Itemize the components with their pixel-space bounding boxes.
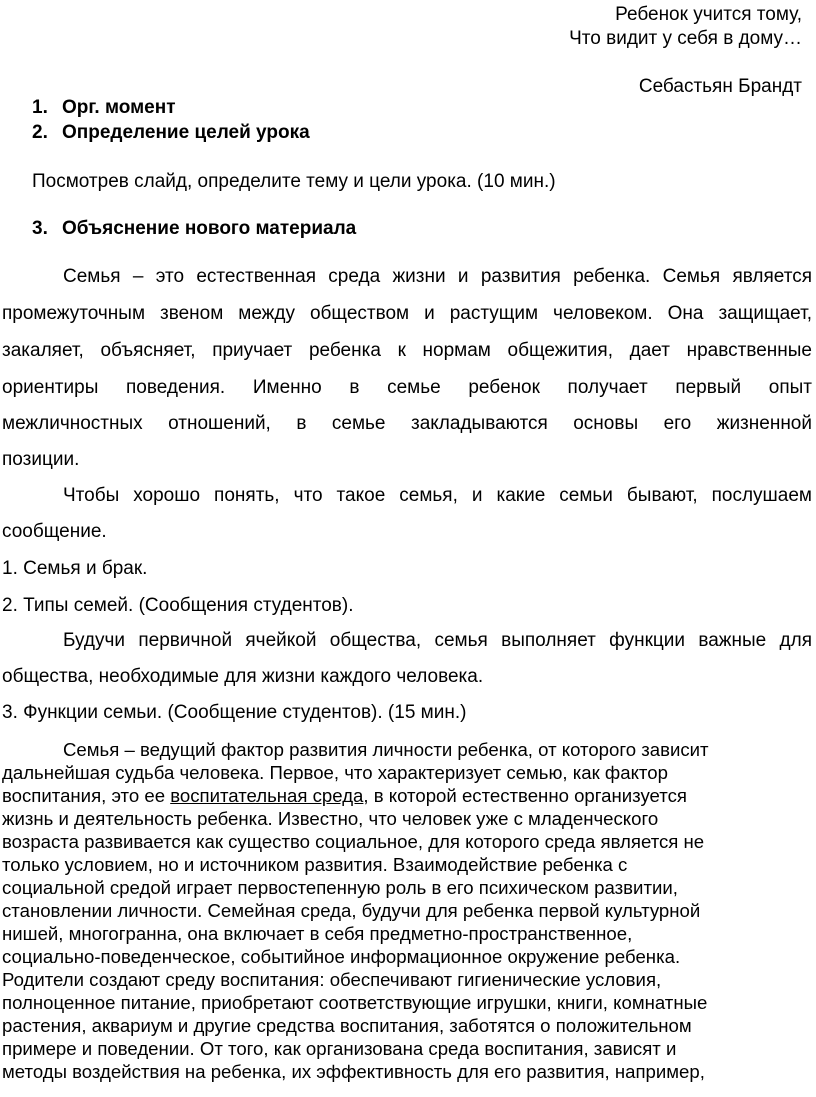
heading-2	[32, 122, 310, 144]
para4-line-2: дальнейшая судьба человека. Первое, что характеризует семью, как фактор	[2, 762, 668, 783]
para4-line-1: Семья – ведущий фактор развития личности ребенка, от которого зависит	[63, 739, 709, 760]
list-item-2: 2. Типы семей. (Сообщения студентов).	[2, 595, 354, 616]
list-item-3: 3. Функции семьи. (Сообщение студентов). (15 мин.)	[2, 702, 467, 723]
para4-line-10: социально-поведенческое, событийное информационное окружение ребенка.	[2, 946, 681, 967]
para4-line-3-start: воспитания, это ее	[2, 785, 171, 806]
para2-line-1: Чтобы хорошо понять, что такое семья, и какие семьи бывают, послушаем	[63, 485, 812, 506]
para4-line-13: растения, аквариум и другие средства воспитания, заботятся о положительном	[2, 1015, 692, 1036]
heading-3-number: 3.	[32, 218, 48, 239]
para1-line-1: Семья – это естественная среда жизни и развития ребенка. Семья является	[63, 266, 812, 287]
task-text: Посмотрев слайд, определите тему и цели урока. (10 мин.)	[32, 171, 556, 192]
para4-line-11: Родители создают среду воспитания: обеспечивают гигиенические условия,	[2, 969, 662, 990]
underlined-term: воспитательная среда	[170, 785, 364, 806]
para1-line-2: промежуточным звеном между обществом и растущим человеком. Она защищает,	[2, 303, 812, 324]
heading-3	[32, 218, 356, 240]
para4-line-15: методы воздействия на ребенка, их эффективность для его развития, например,	[2, 1061, 705, 1082]
para4-line-14: примере и поведении. От того, как организована среда воспитания, зависят и	[2, 1038, 677, 1059]
epigraph-line-1: Ребенок учится тому,	[615, 4, 802, 25]
heading-2-number: 2.	[32, 122, 48, 143]
para1-line-6: позиции.	[2, 449, 80, 470]
para3-line-2: общества, необходимые для жизни каждого человека.	[2, 666, 484, 687]
heading-1	[32, 97, 176, 119]
list-item-1: 1. Семья и брак.	[2, 558, 148, 579]
para1-line-4: ориентиры поведения. Именно в семье ребенок получает первый опыт	[2, 377, 812, 398]
heading-1-number: 1.	[32, 97, 48, 118]
para4-line-6: только условием, но и источником развития. Взаимодействие ребенка с	[2, 854, 628, 875]
epigraph-line-2: Что видит у себя в дому…	[569, 28, 802, 49]
para1-line-5: межличностных отношений, в семье закладываются основы его жизненной	[2, 413, 812, 434]
heading-1-text: Орг. момент	[62, 97, 176, 118]
heading-2-text: Определение целей урока	[62, 122, 310, 143]
epigraph-author: Себастьян Брандт	[638, 76, 802, 97]
para3-line-1: Будучи первичной ячейкой общества, семья выполняет функции важные для	[63, 630, 812, 651]
para1-line-3: закаляет, объясняет, приучает ребенка к нормам общежития, дает нравственные	[2, 340, 812, 361]
para4-line-12: полноценное питание, приобретают соответствующие игрушки, книги, комнатные	[2, 992, 708, 1013]
para4-line-8: становлении личности. Семейная среда, будучи для ребенка первой культурной	[2, 900, 701, 921]
para4-line-5: возраста развивается как существо социальное, для которого среда является не	[2, 831, 705, 852]
para4-line-7: социальной средой играет первостепенную роль в его психическом развитии,	[2, 877, 678, 898]
para4-line-3-end: , в которой естественно организуется	[363, 785, 687, 806]
para2-line-2: сообщение.	[2, 521, 107, 542]
para4-line-4: жизнь и деятельность ребенка. Известно, что человек уже с младенческого	[2, 808, 659, 829]
para4-line-9: нишей, многогранна, она включает в себя предметно-пространственное,	[2, 923, 633, 944]
heading-3-text: Объяснение нового материала	[62, 218, 357, 239]
para4-line-3	[2, 784, 812, 808]
